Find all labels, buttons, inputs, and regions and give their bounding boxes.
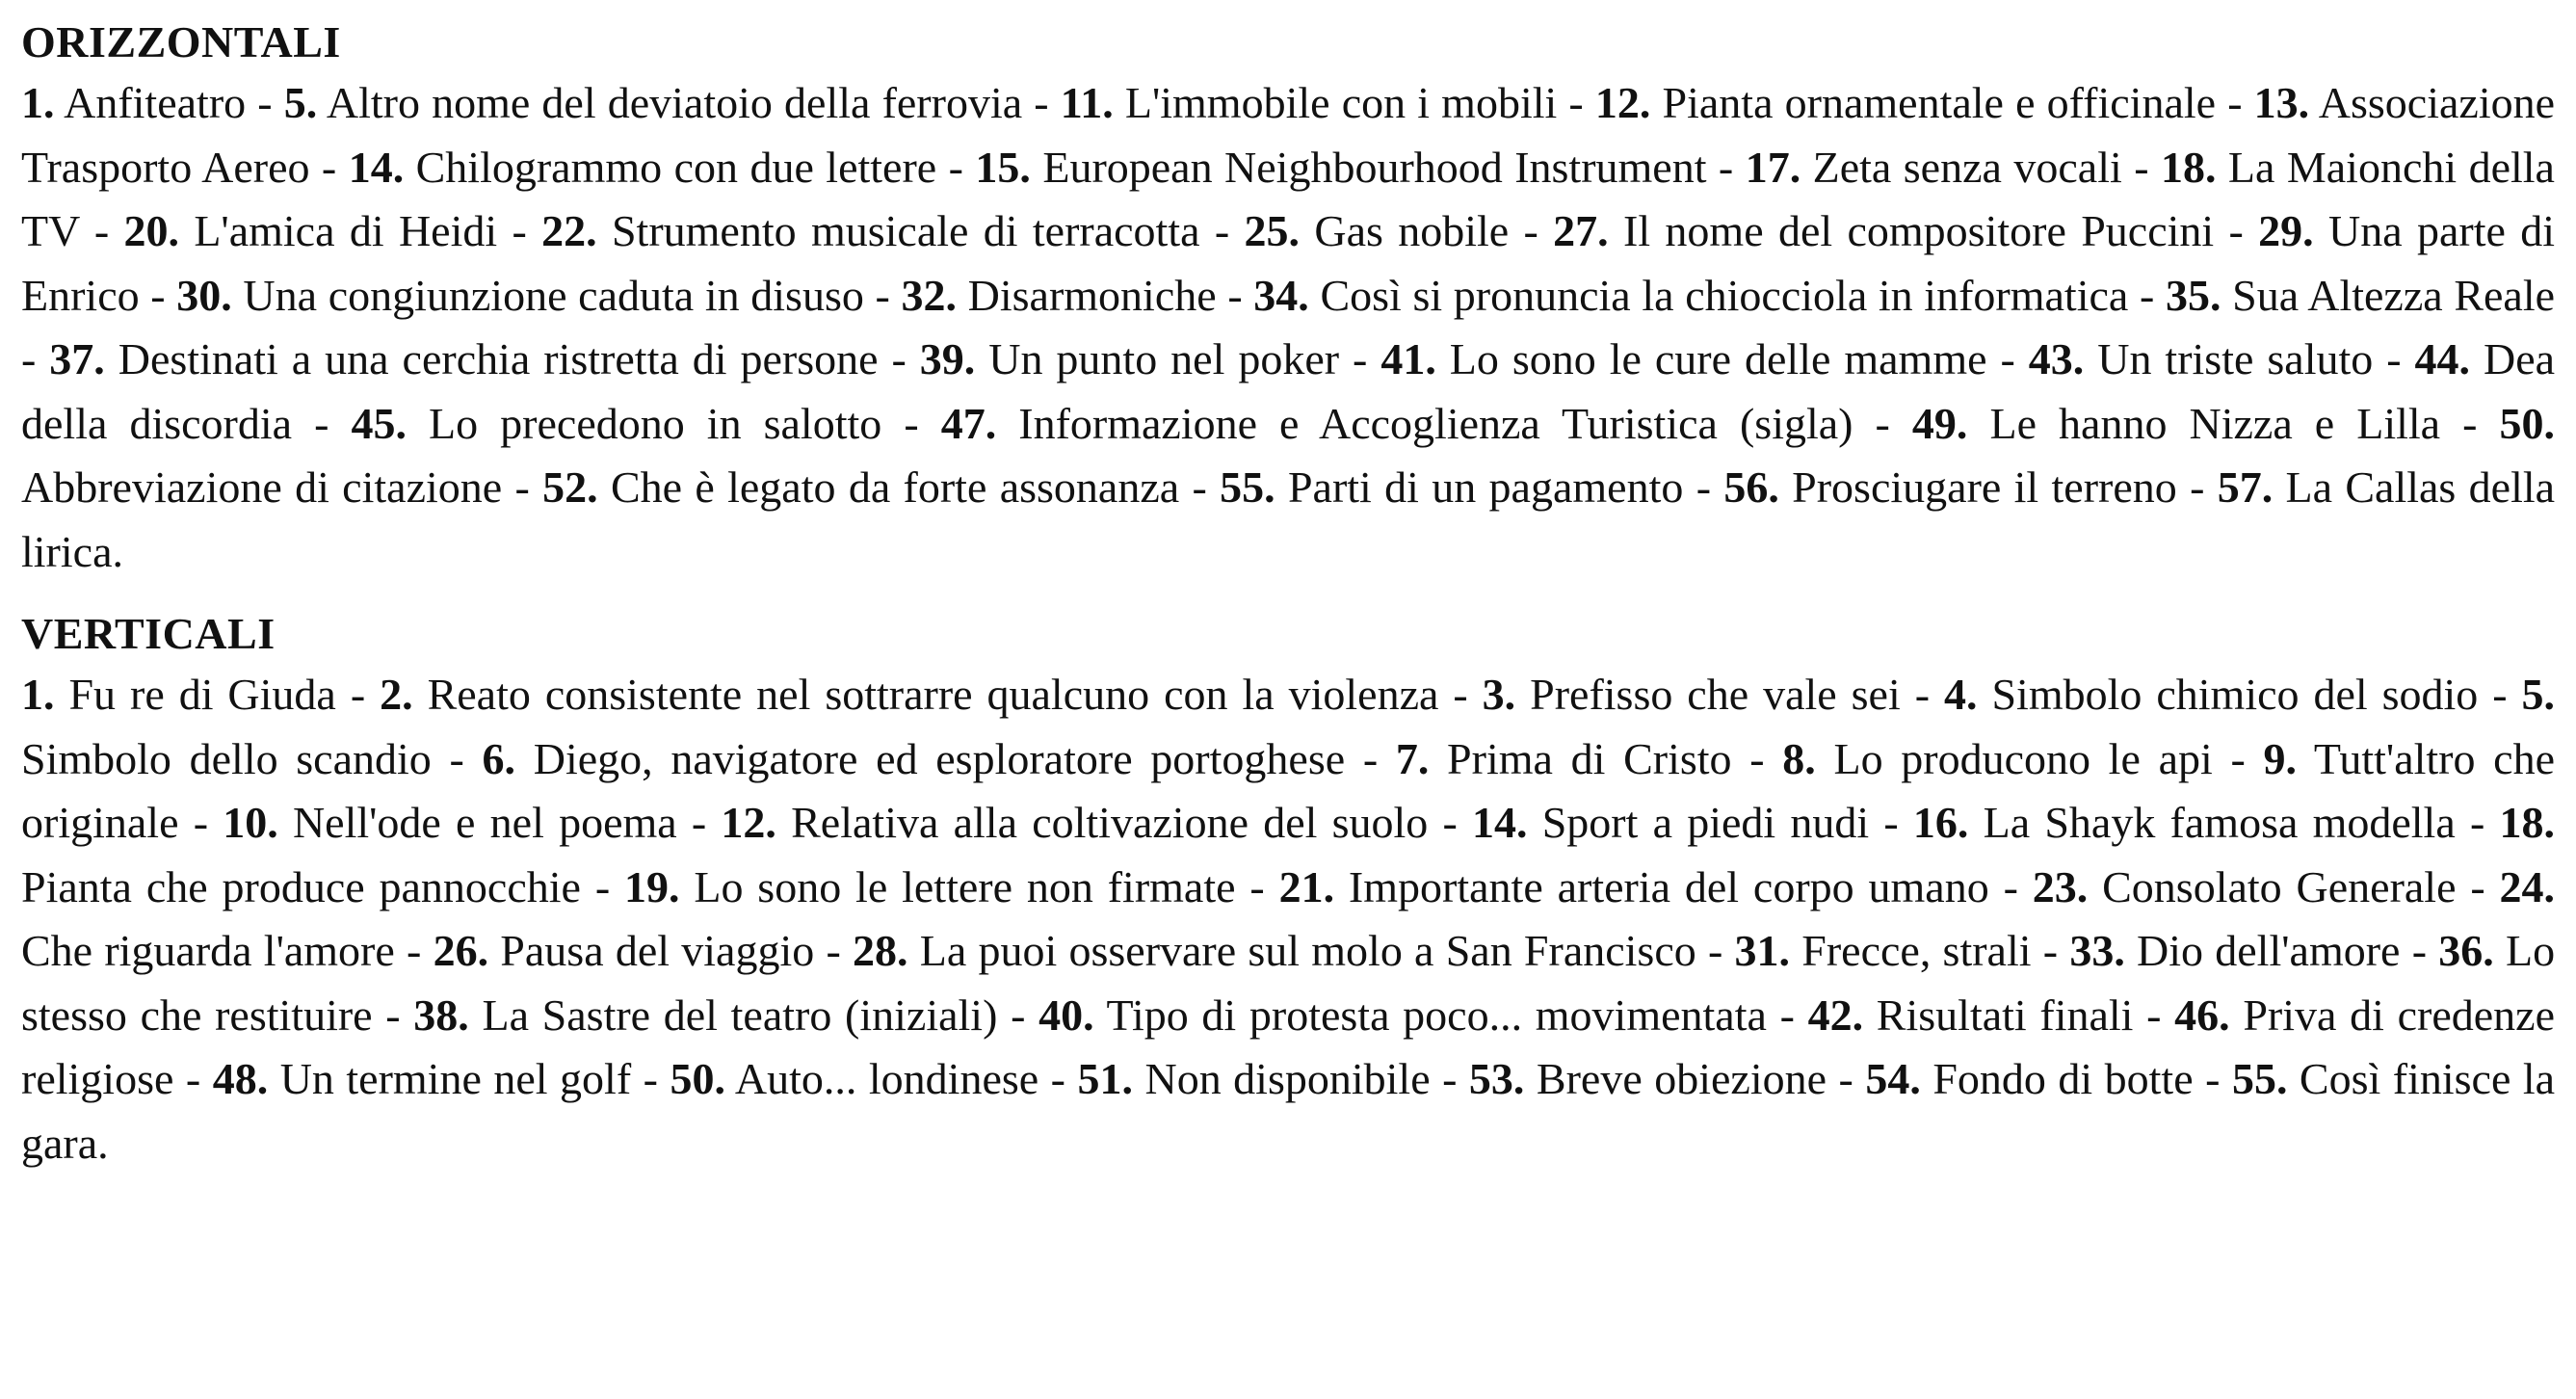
clue-item [901, 271, 1216, 320]
clue-separator: - [2373, 334, 2415, 383]
clue-list-verticali [21, 663, 2555, 1175]
clue-separator: - [2031, 926, 2070, 975]
clue-separator: - [497, 206, 542, 255]
clue-number: 49. [1911, 398, 1968, 448]
clue-number: 5. [283, 78, 318, 127]
clue-text: Gas nobile [1314, 206, 1510, 255]
clue-number: 55. [1220, 462, 1275, 512]
clue-separator: - [335, 670, 381, 719]
clue-separator: - [1706, 142, 1746, 192]
clue-item [2166, 271, 2555, 320]
clue-separator: - [580, 861, 624, 911]
clue-item [975, 143, 1706, 192]
clue-text: Dio dell'amore [2137, 926, 2401, 975]
clue-separator: - [2400, 926, 2439, 975]
clue-text: Nell'ode e nel poema [292, 798, 677, 847]
clue-number: 12. [1594, 78, 1651, 127]
clue-separator: - [2133, 990, 2175, 1040]
clue-item [483, 734, 1346, 783]
clue-item [380, 670, 1438, 719]
clue-number: 12. [721, 798, 776, 847]
clue-item [670, 1054, 1038, 1103]
clue-text: Simbolo chimico del sodio [1991, 670, 2479, 719]
clue-text: La Sastre del teatro (iniziali) [482, 990, 998, 1040]
clue-number: 31. [1734, 926, 1791, 975]
clue-item [1380, 334, 1986, 383]
clue-separator: - [1345, 733, 1396, 783]
clue-number: 3. [1482, 670, 1516, 719]
clue-text: Dea della discordia [21, 334, 2556, 448]
clue-item [1595, 78, 2216, 127]
clue-number: 45. [351, 398, 407, 448]
clue-item [1782, 734, 2213, 783]
clue-text: Lo sono le cure delle mamme [1449, 334, 1987, 383]
clue-text: Una parte di Enrico [21, 206, 2556, 320]
clue-item [123, 206, 497, 255]
clue-item [176, 271, 864, 320]
clue-separator: - [79, 206, 124, 255]
clue-number: 14. [348, 142, 405, 192]
clue-number: 47. [940, 398, 997, 448]
clue-text: La puoi osservare sul molo a San Francisco [919, 926, 1696, 975]
clue-separator: - [2440, 398, 2500, 448]
clue-item [721, 798, 1428, 847]
clue-list-orizzontali [21, 71, 2555, 584]
clue-text: Così si pronuncia la chiocciola in informatica [1320, 270, 2129, 320]
clue-number: 46. [2174, 990, 2230, 1040]
clue-number: 15. [975, 142, 1031, 192]
section-verticali [21, 605, 2555, 1175]
clue-separator: - [1853, 398, 1912, 448]
clue-text: L'amica di Heidi [194, 206, 498, 255]
clue-number: 39. [919, 334, 976, 383]
clue-number: 54. [1865, 1054, 1921, 1103]
clue-item [941, 399, 1853, 448]
clue-item [1220, 462, 1683, 512]
clue-item [1944, 670, 2478, 719]
clue-text: Pausa del viaggio [500, 926, 815, 975]
clue-separator: - [309, 142, 349, 192]
clue-separator: - [431, 733, 483, 783]
clue-text: Pianta che produce pannocchie [21, 861, 581, 911]
clue-number: 35. [2165, 270, 2221, 320]
clue-number: 57. [2217, 462, 2274, 512]
clue-text: Frecce, strali [1801, 926, 2032, 975]
clue-text: Così finisce la gara. [21, 1054, 2556, 1168]
clue-text: Fu re di Giuda [68, 670, 336, 719]
clue-item [351, 399, 881, 448]
clue-separator: - [1827, 1054, 1866, 1103]
clue-number: 20. [123, 206, 179, 255]
clue-separator: - [1731, 733, 1783, 783]
clue-text: Abbreviazione di citazione [21, 462, 503, 512]
clue-number: 23. [2032, 861, 2089, 911]
clue-item [21, 78, 246, 127]
clue-number: 21. [1278, 861, 1335, 911]
clue-item [624, 862, 1236, 911]
clue-separator: - [1557, 78, 1595, 127]
clue-separator: - [2214, 206, 2259, 255]
clue-separator: - [173, 1054, 213, 1103]
clue-number: 50. [670, 1054, 725, 1103]
clue-separator: - [1438, 670, 1483, 719]
clue-item [1077, 1054, 1430, 1103]
clue-text: Non disponibile [1144, 1054, 1431, 1103]
clue-number: 14. [1472, 798, 1528, 847]
section-orizzontali [21, 13, 2555, 584]
clue-text: Le hanno Nizza e Lilla [1989, 398, 2441, 448]
clue-number: 4. [1944, 670, 1978, 719]
clue-text: Informazione e Accoglienza Turistica (sigla) [1018, 398, 1853, 448]
clue-separator: - [2455, 798, 2500, 847]
clue-number: 40. [1038, 990, 1094, 1040]
clue-item [284, 78, 1022, 127]
clue-text: Un termine nel golf [279, 1054, 632, 1103]
clue-separator: - [1900, 670, 1944, 719]
clue-item [434, 926, 815, 975]
clue-separator: - [2478, 670, 2522, 719]
clue-separator: - [1430, 1054, 1469, 1103]
clue-text: Prosciugare il terreno [1792, 462, 2177, 512]
clue-text: Consolato Generale [2102, 861, 2457, 911]
clue-separator: - [21, 334, 50, 383]
clue-text: Lo producono le api [1833, 733, 2213, 783]
clue-item [413, 990, 997, 1040]
clue-text: Diego, navigatore ed esploratore portoghese [533, 733, 1346, 783]
clue-text: Una congiunzione caduta in disuso [243, 270, 864, 320]
clue-separator: - [178, 798, 223, 847]
clue-item [1279, 862, 1989, 911]
section-title-orizzontali: ORIZZONTALI [21, 17, 341, 66]
clue-text: Auto... londinese [734, 1054, 1039, 1103]
clue-number: 36. [2438, 926, 2494, 975]
crossword-clues-document [21, 13, 2555, 1175]
clue-separator: - [292, 398, 352, 448]
clue-separator: - [881, 398, 941, 448]
clue-separator: - [1766, 990, 1808, 1040]
clue-number: 6. [482, 733, 516, 783]
clue-item [21, 670, 336, 719]
clue-separator: - [2456, 861, 2500, 911]
clue-item [349, 143, 937, 192]
clue-text: Anfiteatro [64, 78, 247, 127]
clue-text: Lo precedono in salotto [429, 398, 882, 448]
clue-number: 1. [21, 670, 55, 719]
clue-separator: - [936, 142, 976, 192]
clue-number: 44. [2414, 334, 2470, 383]
clue-text: Prefisso che vale sei [1530, 670, 1901, 719]
clue-number: 29. [2258, 206, 2314, 255]
clue-number: 41. [1380, 334, 1436, 383]
clue-number: 33. [2069, 926, 2125, 975]
clue-number: 9. [2263, 733, 2297, 783]
clue-separator: - [2216, 78, 2254, 127]
clue-number: 25. [1244, 206, 1301, 255]
clue-number: 42. [1807, 990, 1864, 1040]
clue-item [1808, 990, 2134, 1040]
clue-separator: - [997, 990, 1039, 1040]
clue-separator: - [2212, 733, 2264, 783]
clue-item [1912, 399, 2440, 448]
clue-text: Sport a piedi nudi [1541, 798, 1870, 847]
clue-number: 18. [2160, 142, 2217, 192]
clue-text: Chilogrammo con due lettere [415, 142, 937, 192]
clue-text: Importante arteria del corpo umano [1348, 861, 1989, 911]
clue-separator: - [1216, 270, 1254, 320]
clue-separator: - [1179, 462, 1221, 512]
clue-number: 55. [2231, 1054, 2288, 1103]
clue-item [920, 334, 1339, 383]
clue-separator: - [2193, 1054, 2232, 1103]
clue-item [1469, 1054, 1827, 1103]
clue-item [853, 926, 1696, 975]
clue-separator: - [1509, 206, 1554, 255]
clue-text: Che riguarda l'amore [21, 926, 395, 975]
clue-item [213, 1054, 631, 1103]
clue-item [2069, 926, 2400, 975]
clue-number: 17. [1745, 142, 1801, 192]
clue-separator: - [2176, 462, 2218, 512]
clue-text: Sua Altezza Reale [2232, 270, 2556, 320]
clue-separator: - [1428, 798, 1473, 847]
clue-item [1865, 1054, 2193, 1103]
clue-number: 19. [624, 861, 680, 911]
clue-separator: - [1695, 926, 1735, 975]
clue-separator: - [2121, 142, 2161, 192]
clue-separator: - [139, 270, 177, 320]
clue-separator: - [2128, 270, 2166, 320]
clue-number: 2. [380, 670, 413, 719]
section-spacer [21, 584, 2555, 605]
clue-item [1746, 143, 2122, 192]
clue-number: 38. [413, 990, 469, 1040]
clue-number: 30. [176, 270, 232, 320]
clue-text: Risultati finali [1876, 990, 2134, 1040]
clue-number: 28. [853, 926, 908, 975]
clue-text: L'immobile con i mobili [1124, 78, 1558, 127]
clue-number: 22. [541, 206, 597, 255]
clue-item [1038, 990, 1767, 1040]
clue-text: European Neighbourhood Instrument [1042, 142, 1707, 192]
clue-number: 56. [1723, 462, 1779, 512]
clue-number: 7. [1395, 733, 1430, 783]
clue-text: Prima di Cristo [1447, 733, 1732, 783]
clue-number: 16. [1912, 798, 1969, 847]
clue-number: 11. [1060, 78, 1114, 127]
clue-separator: - [372, 990, 414, 1040]
clue-text: Destinati a una cerchia ristretta di persone [118, 334, 879, 383]
clue-separator: - [631, 1054, 670, 1103]
clue-separator: - [246, 78, 284, 127]
clue-item [2033, 862, 2457, 911]
clue-separator: - [878, 334, 920, 383]
clue-item [1913, 798, 2456, 847]
clue-item [223, 798, 676, 847]
clue-separator: - [1022, 78, 1061, 127]
clue-item [1253, 271, 2128, 320]
clue-separator: - [814, 926, 853, 975]
clue-separator: - [1038, 1054, 1078, 1103]
clue-number: 27. [1553, 206, 1609, 255]
clue-text: Pianta ornamentale e officinale [1662, 78, 2217, 127]
clue-text: La Shayk famosa modella [1983, 798, 2456, 847]
clue-separator: - [1235, 861, 1279, 911]
clue-text: Un punto nel poker [988, 334, 1340, 383]
clue-separator: - [676, 798, 722, 847]
clue-separator: - [1683, 462, 1724, 512]
clue-number: 18. [2499, 798, 2555, 847]
clue-number: 51. [1077, 1054, 1133, 1103]
clue-text: Priva di credenze religiose [21, 990, 2555, 1103]
clue-number: 34. [1253, 270, 1309, 320]
section-title-verticali: VERTICALI [21, 609, 276, 658]
clue-number: 8. [1782, 733, 1816, 783]
clue-number: 24. [2499, 861, 2556, 911]
clue-text: Fondo di botte [1932, 1054, 2194, 1103]
clue-number: 50. [2499, 398, 2556, 448]
clue-text: La Callas della lirica. [21, 462, 2556, 576]
clue-text: Breve obiezione [1536, 1054, 1827, 1103]
clue-text: Strumento musicale di terracotta [611, 206, 1200, 255]
clue-item [1483, 670, 1901, 719]
clue-text: Altro nome del deviatoio della ferrovia [326, 78, 1023, 127]
clue-number: 48. [212, 1054, 269, 1103]
clue-separator: - [863, 270, 902, 320]
clue-text: Un triste saluto [2097, 334, 2374, 383]
clue-number: 32. [901, 270, 957, 320]
clue-text: Zeta senza vocali [1812, 142, 2122, 192]
clue-text: Reato consistente nel sottrarre qualcuno con la violenza [427, 670, 1439, 719]
clue-item [542, 462, 1179, 512]
clue-separator: - [394, 926, 434, 975]
clue-number: 1. [21, 78, 55, 127]
clue-number: 26. [433, 926, 489, 975]
clue-separator: - [502, 462, 543, 512]
clue-text: Parti di un pagamento [1287, 462, 1684, 512]
clue-item [1723, 462, 2176, 512]
clue-separator: - [1199, 206, 1245, 255]
clue-item [2029, 334, 2373, 383]
clue-item [49, 334, 878, 383]
clue-separator: - [1339, 334, 1381, 383]
clue-item [1245, 206, 1510, 255]
clue-number: 37. [49, 334, 105, 383]
clue-text: Simbolo dello scandio [21, 733, 432, 783]
clue-text: Lo stesso che restituire [21, 926, 2556, 1040]
clue-text: La Maionchi della TV [21, 142, 2555, 255]
clue-text: Tutt'altro che originale [21, 733, 2556, 847]
clue-number: 43. [2028, 334, 2085, 383]
clue-text: Tipo di protesta poco... movimentata [1106, 990, 1767, 1040]
clue-number: 10. [223, 798, 278, 847]
clue-item [1735, 926, 2032, 975]
clue-separator: - [1869, 798, 1913, 847]
clue-text: Che è legato da forte assonanza [610, 462, 1180, 512]
clue-item [1061, 78, 1558, 127]
clue-number: 52. [542, 462, 598, 512]
clue-text: Il nome del compositore Puccini [1623, 206, 2215, 255]
clue-text: Associazione Trasporto Aereo [21, 78, 2556, 192]
clue-number: 5. [2521, 670, 2556, 719]
clue-text: Lo sono le lettere non firmate [694, 861, 1236, 911]
clue-item [1472, 798, 1869, 847]
clue-separator: - [1986, 334, 2029, 383]
clue-item [1396, 734, 1732, 783]
clue-text: Relativa alla coltivazione del suolo [791, 798, 1429, 847]
clue-text: Disarmoniche [967, 270, 1217, 320]
clue-number: 13. [2253, 78, 2310, 127]
clue-item [541, 206, 1199, 255]
clue-separator: - [1988, 861, 2033, 911]
clue-number: 53. [1468, 1054, 1525, 1103]
clue-item [1553, 206, 2214, 255]
